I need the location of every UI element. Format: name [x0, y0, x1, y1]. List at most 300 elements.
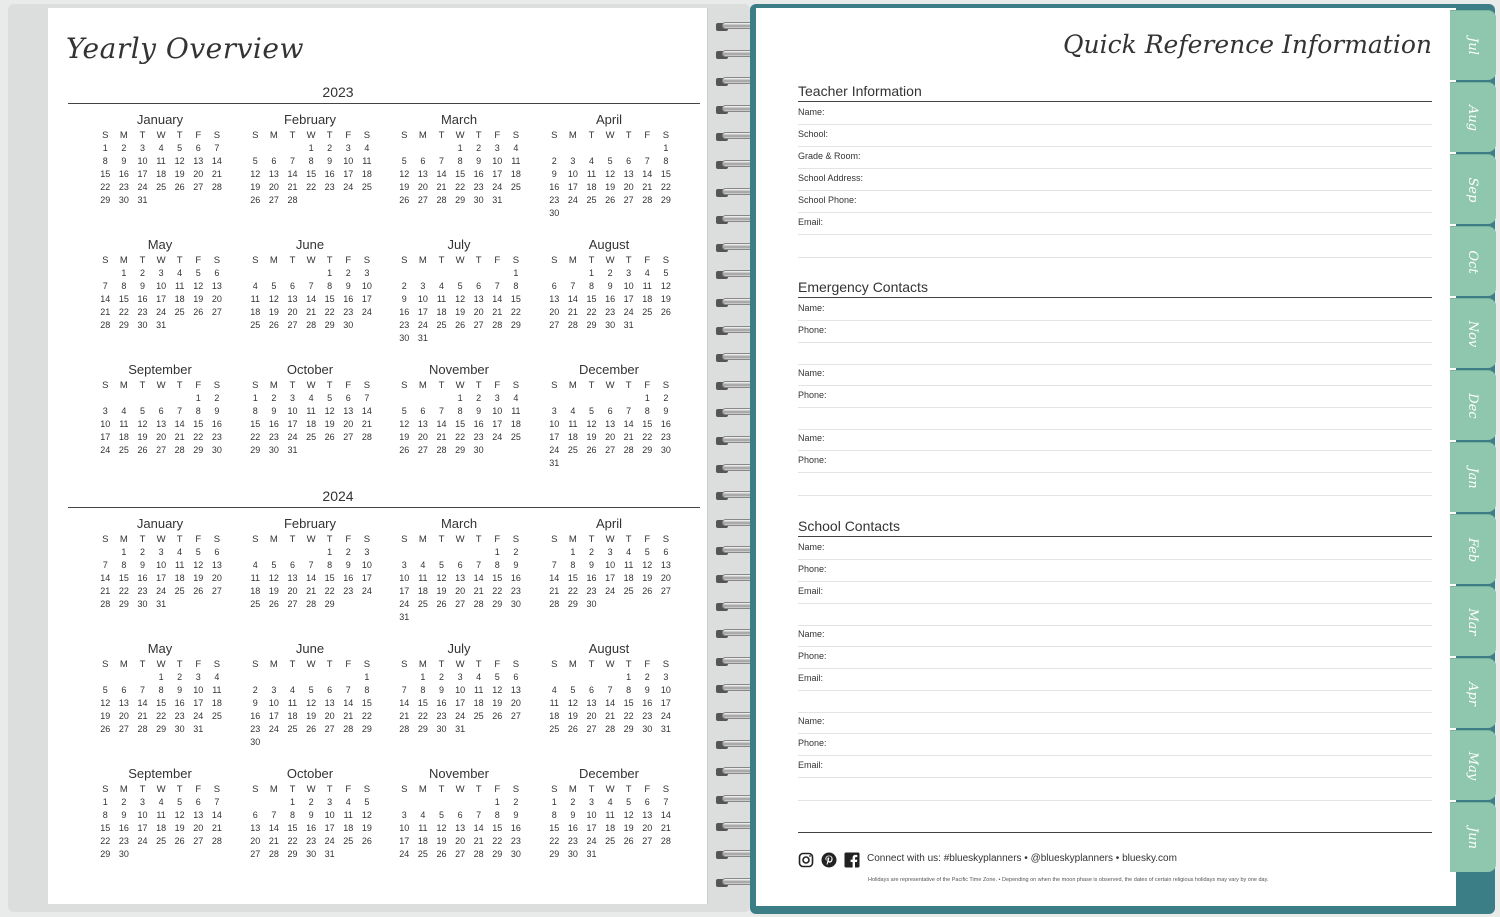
day-number: 20	[156, 432, 167, 442]
day-number: 23	[250, 724, 261, 734]
weekday-label: M	[418, 380, 427, 391]
day-number: 27	[455, 599, 466, 609]
tab-feb[interactable]	[1450, 514, 1496, 584]
weekday-label: F	[644, 784, 651, 795]
day-number: 6	[195, 143, 201, 153]
weekday-label: F	[644, 534, 651, 545]
day-number: 16	[586, 573, 597, 583]
teacher-email-field[interactable]: Email:	[798, 213, 1432, 235]
tab-aug[interactable]	[1450, 82, 1496, 152]
day-number: 5	[663, 268, 669, 278]
day-number: 19	[324, 419, 335, 429]
day-number: 16	[306, 823, 317, 833]
day-number: 11	[436, 294, 447, 304]
month-name: January	[136, 516, 184, 531]
day-number: 9	[252, 698, 258, 708]
day-number: 5	[195, 547, 201, 557]
empty-day-cell	[451, 796, 470, 809]
day-number: 24	[605, 586, 616, 596]
day-number: 31	[586, 849, 597, 859]
empty-day-cell	[545, 392, 564, 405]
weekday-label: F	[195, 534, 202, 545]
day-number: 4	[476, 672, 482, 682]
weekday-label: M	[119, 255, 128, 266]
day-number: 16	[343, 294, 354, 304]
day-number: 2	[570, 797, 576, 807]
school-1-phone-field[interactable]: Phone:	[798, 560, 1432, 582]
day-number: 30	[268, 445, 279, 455]
day-number: 24	[399, 599, 410, 609]
day-number: 24	[137, 182, 148, 192]
day-number: 1	[663, 143, 669, 153]
empty-day-cell	[545, 546, 564, 559]
school-3-phone-field[interactable]: Phone:	[798, 734, 1432, 756]
day-number: 5	[401, 406, 407, 416]
weekday-label: T	[438, 130, 445, 141]
month-day-grid	[545, 379, 673, 470]
tab-apr[interactable]	[1450, 658, 1496, 728]
month-day-grid	[96, 254, 224, 332]
day-number: 5	[626, 797, 632, 807]
day-number: 19	[193, 573, 204, 583]
empty-day-cell	[152, 392, 171, 405]
emergency-1-phone-field[interactable]: Phone:	[798, 321, 1432, 343]
tab-jun[interactable]	[1450, 802, 1496, 872]
weekday-label: T	[176, 255, 183, 266]
weekday-label: M	[269, 380, 278, 391]
day-number: 21	[660, 823, 671, 833]
weekday-label: S	[551, 659, 558, 670]
weekday-label: T	[176, 130, 183, 141]
weekday-label: T	[475, 534, 482, 545]
tab-may[interactable]	[1450, 730, 1496, 800]
day-number: 27	[250, 849, 261, 859]
day-number: 7	[570, 281, 576, 291]
weekday-label: T	[289, 380, 296, 391]
weekday-label: S	[401, 534, 408, 545]
day-number: 31	[156, 599, 167, 609]
empty-day-cell	[432, 267, 451, 280]
weekday-label: M	[269, 534, 278, 545]
day-number: 2	[588, 547, 594, 557]
tab-sep[interactable]	[1450, 154, 1496, 224]
weekday-label: S	[512, 130, 520, 141]
tab-oct[interactable]	[1450, 226, 1496, 296]
month-day-grid	[545, 254, 673, 332]
school-contacts-heading: School Contacts	[798, 518, 900, 534]
school-1-name-field[interactable]: Name:	[798, 538, 1432, 560]
day-number: 23	[473, 182, 484, 192]
day-number: 8	[252, 406, 258, 416]
day-number: 3	[364, 547, 370, 557]
empty-day-cell	[170, 392, 189, 405]
day-number: 28	[100, 320, 111, 330]
day-number: 19	[174, 823, 185, 833]
day-number: 10	[605, 560, 616, 570]
day-number: 2	[438, 672, 444, 682]
teacher-school-phone-field[interactable]: School Phone:	[798, 191, 1432, 213]
day-number: 3	[457, 672, 463, 682]
day-number: 2	[308, 797, 314, 807]
empty-day-cell	[115, 671, 134, 684]
day-number: 5	[457, 281, 463, 291]
day-number: 9	[345, 560, 351, 570]
day-number: 10	[156, 281, 167, 291]
day-number: 17	[660, 698, 671, 708]
day-number: 22	[287, 836, 298, 846]
day-number: 19	[361, 823, 372, 833]
day-number: 29	[642, 445, 653, 455]
day-number: 28	[211, 836, 222, 846]
emergency-2-phone-field[interactable]: Phone:	[798, 386, 1432, 408]
day-number: 14	[137, 698, 148, 708]
day-number: 18	[549, 711, 560, 721]
weekday-label: M	[418, 130, 427, 141]
day-number: 5	[364, 797, 370, 807]
day-number: 27	[287, 320, 298, 330]
day-number: 8	[626, 685, 632, 695]
empty-day-cell	[96, 671, 115, 684]
day-number: 1	[364, 672, 370, 682]
day-number: 30	[250, 737, 261, 747]
day-number: 4	[121, 406, 127, 416]
weekday-label: T	[588, 380, 595, 391]
day-number: 28	[399, 724, 410, 734]
emergency-3-phone-field[interactable]: Phone:	[798, 451, 1432, 473]
month-day-grid	[246, 533, 374, 611]
month-name: July	[447, 641, 471, 656]
day-number: 21	[361, 419, 372, 429]
day-number: 19	[436, 586, 447, 596]
month-2024-september	[96, 766, 224, 861]
day-number: 19	[193, 294, 204, 304]
day-number: 6	[551, 281, 557, 291]
weekday-label: M	[119, 130, 128, 141]
footer-connect-text[interactable]: Connect with us: #blueskyplanners • @blueskyplanners • bluesky.com	[867, 853, 1177, 864]
day-number: 6	[289, 560, 295, 570]
day-number: 29	[361, 724, 372, 734]
day-number: 18	[306, 419, 317, 429]
day-number: 31	[417, 333, 428, 343]
day-number: 18	[250, 307, 261, 317]
weekday-label: S	[213, 784, 221, 795]
tab-jul[interactable]	[1450, 10, 1496, 80]
day-number: 29	[623, 724, 634, 734]
empty-day-cell	[302, 546, 321, 559]
day-number: 5	[195, 268, 201, 278]
day-number: 13	[623, 169, 634, 179]
day-number: 26	[605, 195, 616, 205]
day-number: 9	[551, 169, 557, 179]
empty-day-cell	[265, 267, 284, 280]
day-number: 3	[420, 281, 426, 291]
day-number: 10	[399, 823, 410, 833]
day-number: 25	[306, 432, 317, 442]
day-number: 22	[118, 307, 129, 317]
weekday-label: W	[156, 255, 166, 266]
day-number: 3	[607, 547, 613, 557]
day-number: 10	[586, 810, 597, 820]
day-number: 22	[492, 836, 503, 846]
day-number: 14	[567, 294, 578, 304]
day-number: 11	[511, 406, 521, 416]
weekday-label: S	[363, 534, 371, 545]
day-number: 13	[417, 419, 428, 429]
weekday-label: T	[588, 130, 595, 141]
day-number: 25	[118, 445, 129, 455]
day-number: 29	[324, 599, 335, 609]
school-2-email-field[interactable]: Email:	[798, 669, 1432, 691]
tab-jan[interactable]	[1450, 442, 1496, 512]
day-number: 24	[156, 307, 167, 317]
day-number: 20	[623, 182, 634, 192]
day-number: 21	[605, 711, 616, 721]
month-name: October	[286, 766, 334, 781]
day-number: 7	[494, 281, 500, 291]
day-number: 3	[158, 268, 164, 278]
day-number: 19	[268, 586, 279, 596]
weekday-label: W	[605, 534, 615, 545]
month-tabs	[1450, 10, 1496, 906]
day-number: 18	[361, 169, 372, 179]
day-number: 11	[418, 573, 428, 583]
weekday-label: T	[588, 534, 595, 545]
day-number: 25	[605, 836, 616, 846]
day-number: 13	[343, 406, 354, 416]
weekday-label: W	[156, 784, 166, 795]
emergency-3-name-field[interactable]: Name:	[798, 429, 1432, 451]
day-number: 7	[177, 406, 183, 416]
weekday-label: F	[644, 130, 651, 141]
empty-day-cell	[115, 392, 134, 405]
day-number: 28	[361, 432, 372, 442]
tab-dec[interactable]	[1450, 370, 1496, 440]
instagram-icon[interactable]	[798, 852, 814, 868]
weekday-label: W	[605, 255, 615, 266]
day-number: 22	[324, 307, 335, 317]
day-number: 12	[492, 685, 503, 695]
day-number: 14	[100, 294, 111, 304]
school-2-name-field[interactable]: Name:	[798, 625, 1432, 647]
day-number: 20	[193, 169, 204, 179]
day-number: 29	[492, 849, 503, 859]
weekday-label: S	[662, 380, 670, 391]
day-number: 1	[494, 797, 500, 807]
day-number: 18	[436, 307, 447, 317]
weekday-label: F	[195, 659, 202, 670]
month-name: December	[579, 362, 639, 377]
day-number: 26	[250, 195, 261, 205]
day-number: 22	[567, 586, 578, 596]
day-number: 18	[118, 432, 129, 442]
day-number: 12	[567, 698, 578, 708]
day-number: 28	[268, 849, 279, 859]
day-number: 16	[324, 169, 335, 179]
month-name: July	[447, 237, 471, 252]
day-number: 20	[417, 432, 428, 442]
day-number: 1	[551, 797, 557, 807]
day-number: 1	[327, 547, 333, 557]
day-number: 4	[252, 560, 258, 570]
tab-label: Jan	[1465, 467, 1481, 489]
day-number: 19	[399, 432, 410, 442]
teacher-grade-room-field[interactable]: Grade & Room:	[798, 147, 1432, 169]
day-number: 23	[174, 711, 185, 721]
day-number: 16	[399, 307, 410, 317]
month-2023-june	[246, 237, 374, 332]
day-number: 16	[549, 182, 560, 192]
day-number: 17	[361, 573, 372, 583]
day-number: 27	[455, 849, 466, 859]
day-number: 20	[586, 711, 597, 721]
empty-day-cell	[265, 671, 284, 684]
day-number: 17	[567, 182, 578, 192]
day-number: 12	[324, 406, 335, 416]
day-number: 7	[345, 685, 351, 695]
day-number: 3	[102, 406, 108, 416]
day-number: 23	[343, 586, 354, 596]
weekday-label: F	[345, 659, 352, 670]
day-number: 24	[100, 445, 111, 455]
tab-mar[interactable]	[1450, 586, 1496, 656]
day-number: 30	[118, 849, 129, 859]
day-number: 19	[455, 307, 466, 317]
day-number: 27	[118, 724, 129, 734]
day-number: 3	[271, 685, 277, 695]
month-name: August	[588, 237, 630, 252]
weekday-label: S	[252, 534, 259, 545]
day-number: 22	[100, 182, 111, 192]
weekday-label: T	[139, 659, 146, 670]
month-2024-december	[545, 766, 673, 861]
school-blank-line	[798, 800, 1432, 801]
day-number: 3	[401, 560, 407, 570]
day-number: 11	[586, 169, 597, 179]
emergency-2-name-field[interactable]: Name:	[798, 364, 1432, 386]
day-number: 25	[473, 711, 484, 721]
empty-day-cell	[601, 392, 620, 405]
month-day-grid	[246, 658, 374, 749]
school-3-email-field[interactable]: Email:	[798, 756, 1432, 778]
day-number: 21	[436, 182, 447, 192]
empty-day-cell	[582, 671, 601, 684]
day-number: 30	[436, 724, 447, 734]
weekday-label: S	[213, 534, 221, 545]
month-day-grid	[395, 379, 523, 457]
school-1-email-field[interactable]: Email:	[798, 582, 1432, 604]
pinterest-icon[interactable]	[821, 852, 837, 868]
tab-label: Feb	[1465, 537, 1481, 563]
day-number: 25	[417, 849, 428, 859]
day-number: 10	[100, 419, 111, 429]
empty-day-cell	[488, 267, 507, 280]
teacher-school-field[interactable]: School:	[798, 125, 1432, 147]
day-number: 10	[156, 560, 167, 570]
weekday-label: W	[605, 784, 615, 795]
day-number: 28	[211, 182, 222, 192]
day-number: 23	[211, 432, 222, 442]
day-number: 21	[399, 711, 410, 721]
day-number: 14	[287, 169, 298, 179]
facebook-icon[interactable]	[844, 852, 860, 868]
day-number: 19	[436, 836, 447, 846]
day-number: 20	[250, 836, 261, 846]
weekday-label: W	[455, 534, 465, 545]
emergency-1-name-field[interactable]: Name:	[798, 299, 1432, 321]
day-number: 23	[473, 432, 484, 442]
day-number: 8	[588, 281, 594, 291]
day-number: 29	[287, 849, 298, 859]
weekday-label: S	[102, 380, 109, 391]
weekday-label: T	[588, 784, 595, 795]
day-number: 12	[605, 169, 616, 179]
weekday-label: T	[438, 255, 445, 266]
day-number: 14	[642, 169, 653, 179]
day-number: 7	[626, 406, 632, 416]
empty-day-cell	[582, 392, 601, 405]
day-number: 28	[137, 724, 148, 734]
teacher-school-address-field[interactable]: School Address:	[798, 169, 1432, 191]
day-number: 7	[438, 156, 444, 166]
day-number: 6	[420, 156, 426, 166]
day-number: 7	[289, 156, 295, 166]
empty-day-cell	[414, 392, 433, 405]
day-number: 15	[287, 823, 298, 833]
day-number: 1	[457, 143, 463, 153]
day-number: 8	[570, 560, 576, 570]
day-number: 14	[549, 573, 560, 583]
month-2023-march	[395, 112, 523, 207]
day-number: 1	[626, 672, 632, 682]
day-number: 19	[642, 573, 653, 583]
day-number: 16	[118, 169, 129, 179]
weekday-label: T	[588, 659, 595, 670]
day-number: 2	[513, 547, 519, 557]
day-number: 26	[137, 445, 148, 455]
weekday-label: F	[345, 784, 352, 795]
day-number: 11	[511, 156, 521, 166]
day-number: 17	[399, 836, 410, 846]
weekday-label: T	[625, 255, 632, 266]
empty-day-cell	[246, 796, 265, 809]
tab-label: Sep	[1465, 177, 1481, 203]
day-number: 6	[214, 268, 220, 278]
day-number: 26	[455, 320, 466, 330]
day-number: 1	[102, 143, 108, 153]
day-number: 11	[119, 419, 129, 429]
month-name: November	[429, 362, 489, 377]
day-number: 8	[289, 810, 295, 820]
day-number: 1	[570, 547, 576, 557]
day-number: 25	[549, 724, 560, 734]
school-2-phone-field[interactable]: Phone:	[798, 647, 1432, 669]
teacher-name-field[interactable]: Name:	[798, 103, 1432, 125]
day-number: 12	[193, 281, 204, 291]
day-number: 30	[399, 333, 410, 343]
day-number: 7	[476, 810, 482, 820]
empty-day-cell	[339, 671, 358, 684]
day-number: 12	[361, 810, 372, 820]
tab-nov[interactable]	[1450, 298, 1496, 368]
day-number: 26	[324, 432, 335, 442]
day-number: 14	[436, 169, 447, 179]
day-number: 2	[476, 143, 482, 153]
day-number: 30	[137, 320, 148, 330]
day-number: 26	[268, 599, 279, 609]
day-number: 25	[586, 195, 597, 205]
day-number: 30	[306, 849, 317, 859]
school-3-name-field[interactable]: Name:	[798, 712, 1432, 734]
